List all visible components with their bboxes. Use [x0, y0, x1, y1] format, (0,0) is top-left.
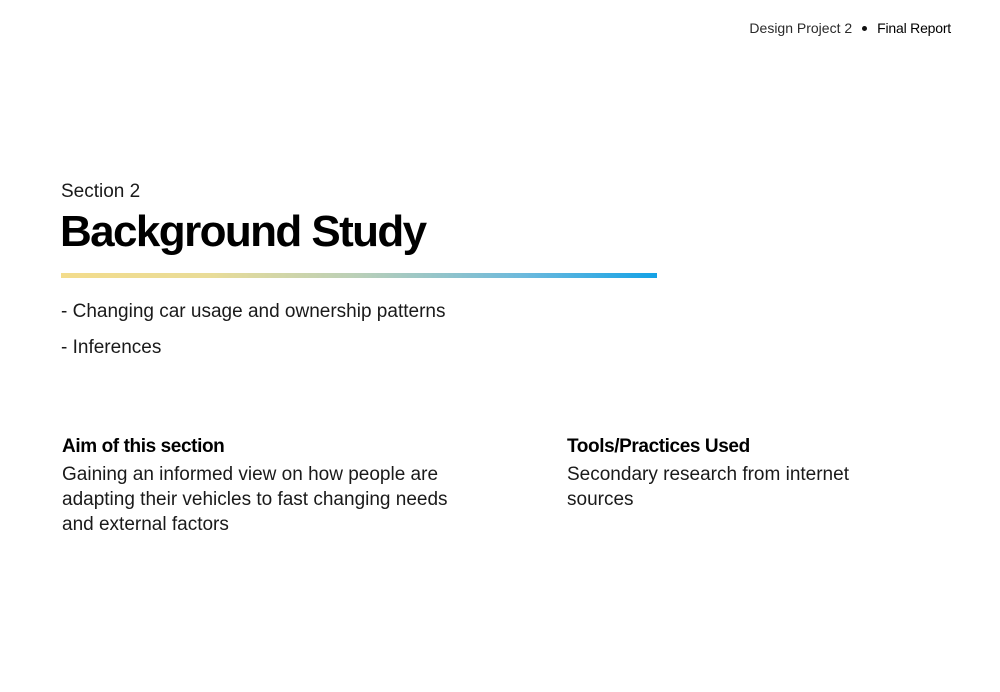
tools-block — [567, 436, 897, 512]
page-header — [749, 20, 951, 36]
list-item: - Changing car usage and ownership patterns — [61, 301, 446, 322]
project-name: Design Project 2 — [749, 20, 853, 36]
report-name: Final Report — [877, 20, 951, 36]
aim-block — [62, 436, 482, 537]
aim-heading: Aim of this section — [62, 436, 225, 457]
topic-list — [61, 299, 445, 371]
bullet-dot-icon — [862, 26, 867, 31]
list-item: - Inferences — [61, 337, 162, 358]
tools-heading: Tools/Practices Used — [567, 436, 750, 457]
section-label: Section 2 — [61, 181, 141, 202]
aim-text: Gaining an informed view on how people are adapting their vehicles to fast changing needs and external factors — [62, 464, 448, 535]
gradient-divider — [61, 273, 657, 278]
tools-text: Secondary research from internet sources — [567, 464, 849, 510]
page-title: Background Study — [60, 207, 426, 256]
